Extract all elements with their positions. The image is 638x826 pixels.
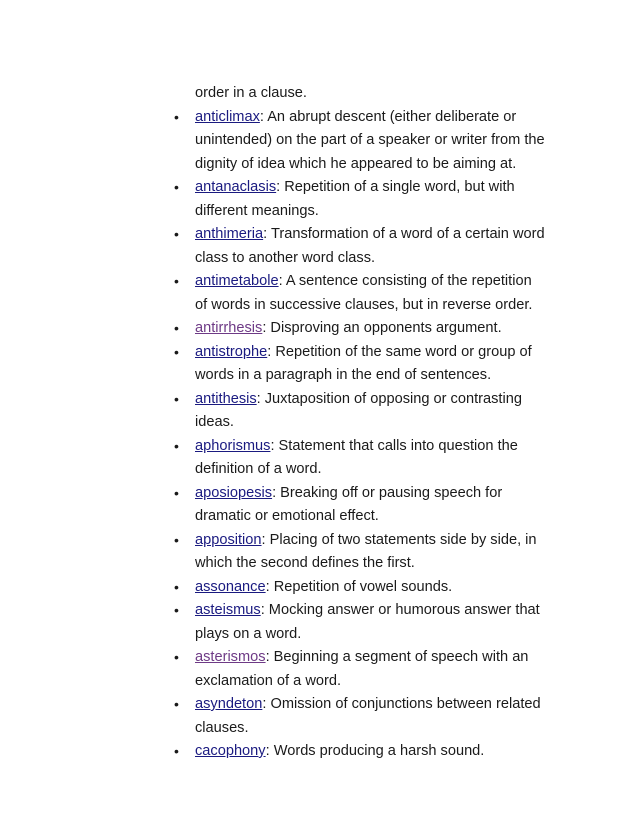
list-item xyxy=(0,317,547,341)
term-link-assonance[interactable]: assonance xyxy=(195,578,266,595)
list-item xyxy=(0,106,547,177)
term-definition: : Repetition of a single word, but with different meanings. xyxy=(195,179,515,219)
term-link-antimetabole[interactable]: antimetabole xyxy=(195,273,279,289)
term-definition: : Mocking answer or humorous answer that plays on a word. xyxy=(195,602,540,642)
term-link-aphorismus[interactable]: aphorismus xyxy=(195,437,271,454)
term-link-cacophony[interactable]: cacophony xyxy=(195,743,266,759)
bullet-icon: • xyxy=(174,320,179,336)
list-item xyxy=(0,576,547,600)
term-link-antirrhesis[interactable]: antirrhesis xyxy=(195,320,263,336)
list-item xyxy=(0,599,547,646)
term-link-apposition[interactable]: apposition xyxy=(195,531,262,548)
list-item xyxy=(0,341,547,388)
term-definition: : Repetition of the same word or group of words in a paragraph in the end of sentences. xyxy=(195,343,532,383)
list-item xyxy=(0,740,547,764)
bullet-icon: • xyxy=(174,743,179,759)
glossary-list xyxy=(0,106,638,764)
term-link-antithesis[interactable]: antithesis xyxy=(195,390,257,407)
list-item xyxy=(0,270,547,317)
bullet-icon: • xyxy=(174,437,179,454)
term-definition: : Disproving an opponents argument. xyxy=(262,320,502,336)
bullet-icon: • xyxy=(174,649,179,665)
list-item xyxy=(0,693,547,740)
continued-definition-text: order in a clause. xyxy=(195,85,307,101)
term-link-antistrophe[interactable]: antistrophe xyxy=(195,343,268,360)
list-item xyxy=(0,388,547,435)
term-link-antanaclasis[interactable]: antanaclasis xyxy=(195,179,277,195)
term-link-asterismos[interactable]: asterismos xyxy=(195,649,266,665)
term-definition: : Omission of conjunctions between related clauses. xyxy=(195,696,541,736)
list-item xyxy=(0,223,547,270)
term-definition: : Words producing a harsh sound. xyxy=(265,743,485,759)
bullet-icon: • xyxy=(174,484,179,501)
bullet-icon: • xyxy=(174,696,179,712)
term-definition: : Placing of two statements side by side, in which the second defines the first. xyxy=(195,531,537,571)
list-item xyxy=(0,529,547,576)
term-definition: : Transformation of a word of a certain word class to another word class. xyxy=(195,226,545,266)
term-definition: : An abrupt descent (either deliberate or unintended) on the part of a speaker or writer from the dignity of idea which he appeared to be aiming at. xyxy=(195,108,545,172)
term-definition: : Beginning a segment of speech with an exclamation of a word. xyxy=(195,649,529,689)
term-link-asteismus[interactable]: asteismus xyxy=(195,602,261,618)
bullet-icon: • xyxy=(174,602,179,618)
term-link-anticlimax[interactable]: anticlimax xyxy=(195,108,260,125)
term-definition: : Juxtaposition of opposing or contrasting ideas. xyxy=(195,390,522,430)
bullet-icon: • xyxy=(174,578,179,595)
term-link-asyndeton[interactable]: asyndeton xyxy=(195,696,263,712)
bullet-icon: • xyxy=(174,390,179,407)
term-definition: : Statement that calls into question the definition of a word. xyxy=(195,437,518,477)
term-link-aposiopesis[interactable]: aposiopesis xyxy=(195,484,273,501)
bullet-icon: • xyxy=(174,179,179,195)
list-item xyxy=(0,482,547,529)
bullet-icon: • xyxy=(174,531,179,548)
term-definition: : Breaking off or pausing speech for dramatic or emotional effect. xyxy=(195,484,503,524)
term-link-anthimeria[interactable]: anthimeria xyxy=(195,226,264,242)
list-item xyxy=(0,176,547,223)
term-definition: : Repetition of vowel sounds. xyxy=(265,578,453,595)
bullet-icon: • xyxy=(174,273,179,289)
list-item xyxy=(0,646,547,693)
bullet-icon: • xyxy=(174,108,179,125)
bullet-icon: • xyxy=(174,226,179,242)
bullet-icon: • xyxy=(174,343,179,360)
term-definition: : A sentence consisting of the repetition of words in successive clauses, but in reverse order. xyxy=(195,273,533,313)
list-item xyxy=(0,435,547,482)
